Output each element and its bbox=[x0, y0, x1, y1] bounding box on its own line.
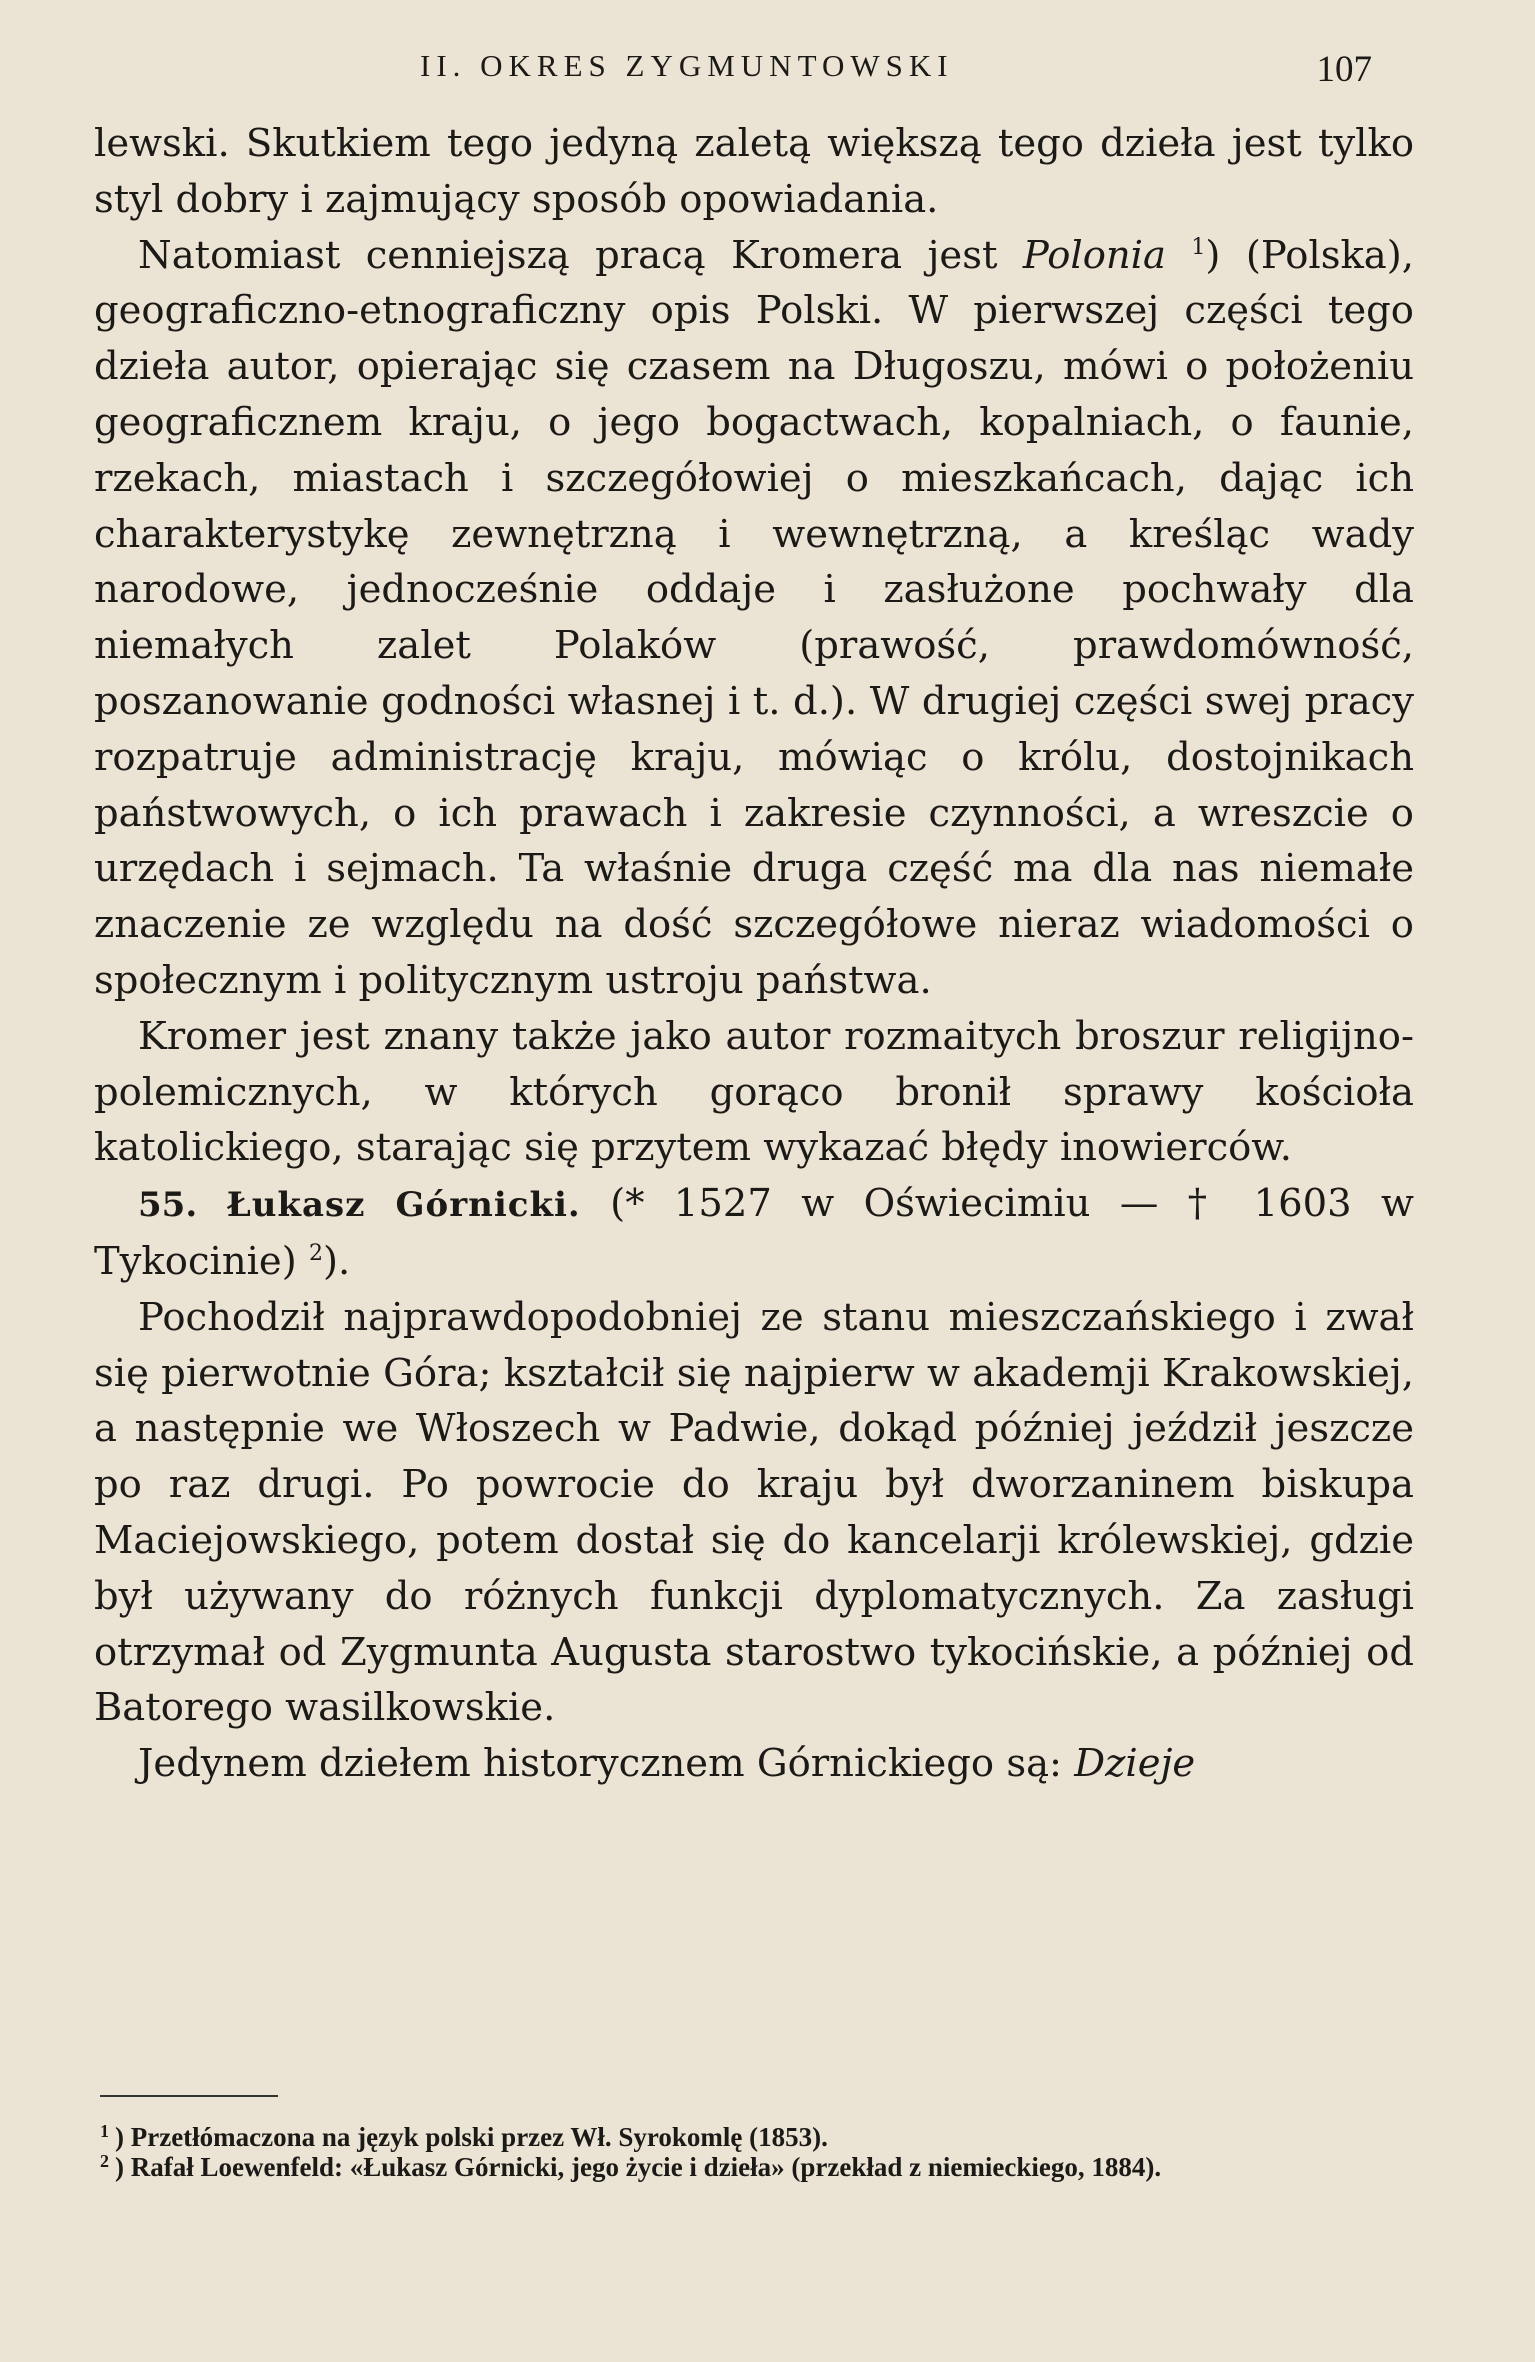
footnote-ref: 2 bbox=[308, 1240, 323, 1266]
main-text bbox=[94, 116, 1414, 1792]
italic-title: Dzieje bbox=[1074, 1741, 1196, 1787]
page-number: 107 bbox=[1316, 49, 1372, 90]
section-dates: (* 1527 w Oświecimiu — † 1603 w Tykocinie) bbox=[94, 1181, 1414, 1284]
footnote-ref: 1 bbox=[1191, 234, 1206, 260]
footnote bbox=[100, 2122, 1420, 2152]
paragraph-text: Natomiast cenniejszą pracą Kromera jest bbox=[138, 232, 1023, 278]
footnote-text: ) Przetłómaczona na język polski przez Wł. Syrokomlę (1853). bbox=[115, 2122, 828, 2152]
footnotes bbox=[100, 2122, 1420, 2182]
paragraph-text: lewski. Skutkiem tego jedyną zaletą większą tego dzieła jest tylko styl dobry i zajmujący sposób opowiadania. bbox=[94, 121, 1414, 222]
section-close: ). bbox=[322, 1238, 351, 1284]
paragraph bbox=[94, 228, 1414, 1009]
paragraph bbox=[94, 1290, 1414, 1736]
running-title: II. OKRES ZYGMUNTOWSKI bbox=[420, 48, 954, 83]
paragraph bbox=[94, 116, 1414, 228]
footnote-rule bbox=[100, 2095, 278, 2097]
footnote bbox=[100, 2152, 1420, 2182]
italic-title: Polonia bbox=[1022, 232, 1166, 278]
section-name: Łukasz Górnicki. bbox=[226, 1185, 581, 1226]
paragraph-text: Kromer jest znany także jako autor rozmaitych broszur religijno-polemicznych, w których gorąco bronił sprawy kościoła katolickiego, starając się przytem wykazać błędy inowierców. bbox=[94, 1013, 1414, 1171]
section-number: 55. bbox=[138, 1185, 198, 1226]
paragraph bbox=[94, 1736, 1414, 1792]
section-heading bbox=[94, 1176, 1414, 1290]
paragraph bbox=[94, 1009, 1414, 1176]
paragraph-text: ) (Polska), geograficzno-etnograficzny opis Polski. W pierwszej części tego dzieła autor, opierając się czasem na Długoszu, mówi o położeniu geograficznem kraju, o jego bogactwach, kopalniach, o faunie, rzekach, miastach i szczegółowiej o mieszkańcach, dając ich charakterystykę zewnętrzną i wewnętrzną, a kreśląc wady narodowe, jednocześnie oddaje i zasłużone pochwały dla niemałych zalet Polaków (prawość, prawdomówność, poszanowanie godności własnej i t. d.). W drugiej części swej pracy rozpatruje administrację kraju, mówiąc o królu, dostojnikach państwowych, o ich prawach i zakresie czynności, a wreszcie o urzędach i sejmach. Ta właśnie druga część ma dla nas niemałe znaczenie ze względu na dość szczegółowe nieraz wiadomości o społecznym i politycznym ustroju państwa. bbox=[94, 232, 1414, 1003]
footnote-mark: 2 bbox=[100, 2151, 109, 2171]
paragraph-text: Jedynem dziełem historycznem Górnickiego są: bbox=[138, 1741, 1075, 1787]
footnote-text: ) Rafał Loewenfeld: «Łukasz Górnicki, jego życie i dzieła» (przekład z niemieckiego, 1884). bbox=[115, 2152, 1162, 2182]
footnote-mark: 1 bbox=[100, 2121, 109, 2141]
running-head bbox=[0, 48, 1535, 98]
paragraph-text: Pochodził najprawdopodobniej ze stanu mieszczańskiego i zwał się pierwotnie Góra; kształcił się najpierw w akademji Krakowskiej, a następnie we Włoszech w Padwie, dokąd później jeździł jeszcze po raz drugi. Po powrocie do kraju był dworzaninem biskupa Maciejowskiego, potem dostał się do kancelarji królewskiej, gdzie był używany do różnych funkcji dyplomatycznych. Za zasługi otrzymał od Zygmunta Augusta starostwo tykocińskie, a później od Batorego wasilkowskie. bbox=[94, 1294, 1414, 1731]
